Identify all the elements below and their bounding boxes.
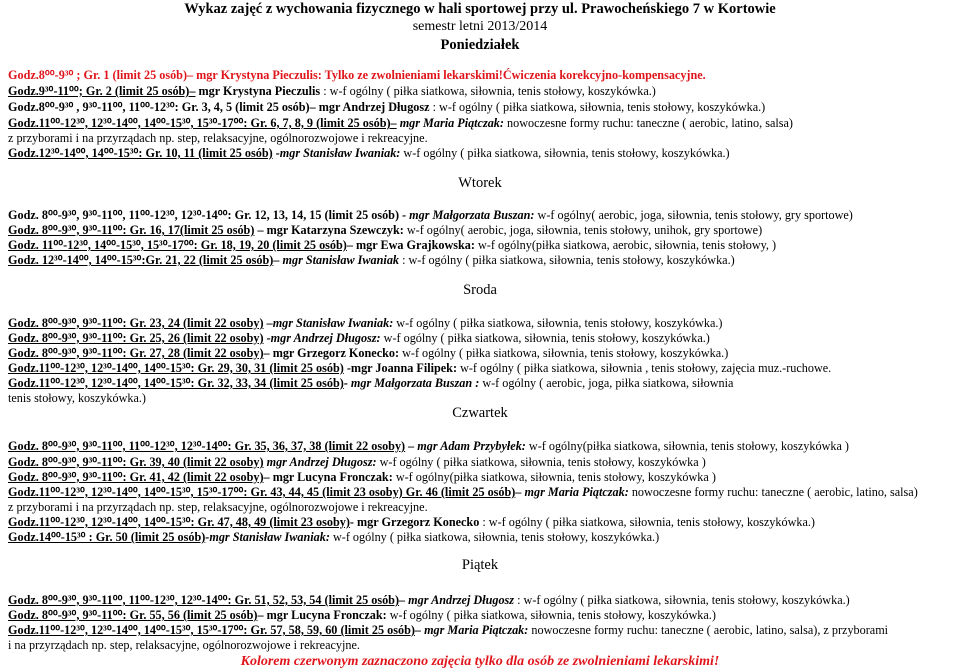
semester-subtitle: semestr letni 2013/2014	[412, 19, 548, 34]
thursday-row-1-desc: w-f ogólny(piłka siatkowa, siłownia, tenis stołowy, koszykówka )	[525, 439, 849, 453]
monday-row-2-desc: : w-f ogólny ( piłka siatkowa, siłownia, tenis stołowy, koszykówka.)	[320, 84, 656, 98]
wednesday-row-2-time: Godz. 8⁰⁰-9³⁰, 9³⁰-11⁰⁰: Gr. 25, 26 (limit 22 osoby)	[8, 331, 264, 345]
tuesday-row-2	[8, 223, 954, 237]
day-heading-monday: Poniedziałek	[440, 37, 520, 53]
wednesday-row-1-teacher: –mgr Stanisław Iwaniak:	[263, 316, 394, 330]
tuesday-row-1	[8, 208, 954, 222]
thursday-row-2-teacher: mgr Andrzej Długosz:	[263, 455, 377, 469]
thursday-row-3-teacher: – mgr Lucyna Fronczak:	[263, 470, 393, 484]
monday-row-1	[8, 68, 954, 82]
tuesday-row-1-teacher: - mgr Małgorzata Buszan:	[399, 208, 535, 222]
friday-row-3-time: Godz.11⁰⁰-12³⁰, 12³⁰-14⁰⁰, 14⁰⁰-15³⁰, 15³⁰-17⁰⁰: Gr. 57, 58, 59, 60 (limit 25 osób)	[8, 623, 415, 637]
thursday-row-6-time: Godz.14⁰⁰-15³⁰ : Gr. 50 (limit 25 osób)	[8, 530, 206, 544]
thursday-row-4-continuation: z przyborami i na przyrządach np. step, relaksacyjne, ogólnorozwojowe i rekreacyjne.	[8, 500, 428, 514]
thursday-row-5-teacher: - mgr Grzegorz Konecko	[349, 515, 480, 529]
wednesday-row-2	[8, 331, 954, 345]
wednesday-row-1-time: Godz. 8⁰⁰-9³⁰, 9³⁰-11⁰⁰: Gr. 23, 24 (limit 22 osoby)	[8, 316, 264, 330]
tuesday-row-2-desc: w-f ogólny( aerobic, joga, siłownia, tenis stołowy, unihok, gry sportowe)	[403, 223, 763, 237]
monday-row-4-time: Godz.11⁰⁰-12³⁰, 12³⁰-14⁰⁰, 14⁰⁰-15³⁰, 15³⁰-17⁰⁰: Gr. 6, 7, 8, 9 (limit 25 osób)–	[8, 116, 397, 130]
wednesday-row-4	[8, 361, 954, 375]
thursday-row-1-time: Godz. 8⁰⁰-9³⁰, 9³⁰-11⁰⁰, 11⁰⁰-12³⁰, 12³⁰-14⁰⁰: Gr. 35, 36, 37, 38 (limit 22 osoby)	[8, 439, 406, 453]
friday-row-2-teacher: – mgr Lucyna Fronczak:	[257, 608, 387, 622]
monday-row-2-time: Godz.9³⁰-11⁰⁰; Gr. 2 (limit 25 osób)–	[8, 84, 196, 98]
thursday-row-5-time: Godz.11⁰⁰-12³⁰, 12³⁰-14⁰⁰, 14⁰⁰-15³⁰: Gr. 47, 48, 49 (limit 23 osoby)	[8, 515, 350, 529]
wednesday-row-1-desc: w-f ogólny ( piłka siatkowa, siłownia, tenis stołowy, koszykówka.)	[393, 316, 723, 330]
friday-row-3-desc: nowoczesne formy ruchu: taneczne ( aerobic, latino, salsa), z przyborami	[528, 623, 889, 637]
tuesday-row-4	[8, 253, 954, 267]
day-heading-friday: Piątek	[461, 558, 499, 572]
tuesday-row-3-desc: w-f ogólny(piłka siatkowa, aerobic, siłownia, tenis stołowy, )	[474, 238, 777, 252]
thursday-row-4-time: Godz.11⁰⁰-12³⁰, 12³⁰-14⁰⁰, 14⁰⁰-15³⁰, 15³⁰-17⁰⁰: Gr. 43, 44, 45 (limit 23 osoby) Gr. 46 (limit 25 osób)	[8, 485, 516, 499]
monday-row-4-teacher: mgr Maria Piątczak:	[396, 116, 504, 130]
friday-row-3-teacher: – mgr Maria Piątczak:	[414, 623, 529, 637]
friday-row-3	[8, 623, 954, 637]
friday-row-2-time: Godz. 8⁰⁰-9³⁰, 9³⁰-11⁰⁰: Gr. 55, 56 (limit 25 osób)	[8, 608, 258, 622]
wednesday-row-4-time: Godz.11⁰⁰-12³⁰, 12³⁰-14⁰⁰, 14⁰⁰-15³⁰: Gr. 29, 30, 31 (limit 25 osób)	[8, 361, 344, 375]
friday-row-1-time: Godz. 8⁰⁰-9³⁰, 9³⁰-11⁰⁰, 11⁰⁰-12³⁰, 12³⁰-14⁰⁰: Gr. 51, 52, 53, 54 (limit 25 osób)	[8, 593, 400, 607]
friday-row-1	[8, 593, 954, 607]
wednesday-row-5-continuation: tenis stołowy, koszykówka.)	[8, 391, 146, 405]
thursday-row-6-desc: w-f ogólny ( piłka siatkowa, siłownia, tenis stołowy, koszykówka.)	[329, 530, 660, 544]
page-title: Wykaz zajęć z wychowania fizycznego w hali sportowej przy ul. Prawocheńskiego 7 w Kortowie	[184, 1, 776, 17]
monday-row-3-desc: : w-f ogólny ( piłka siatkowa, siłownia, tenis stołowy, koszykówka.)	[429, 100, 766, 114]
thursday-row-2-desc: w-f ogólny ( piłka siatkowa, siłownia, tenis stołowy, koszykówka )	[376, 455, 706, 469]
thursday-row-4	[8, 485, 954, 499]
tuesday-row-2-teacher: – mgr Katarzyna Szewczyk:	[254, 223, 404, 237]
tuesday-row-3-time: Godz. 11⁰⁰-12³⁰, 14⁰⁰-15³⁰, 15³⁰-17⁰⁰: Gr. 18, 19, 20 (limit 25 osób)	[8, 238, 347, 252]
thursday-row-4-teacher: – mgr Maria Piątczak:	[515, 485, 629, 499]
thursday-row-3	[8, 470, 954, 484]
tuesday-row-4-desc: : w-f ogólny ( piłka siatkowa, siłownia, tenis stołowy, koszykówka.)	[399, 253, 735, 267]
wednesday-row-3-teacher: – mgr Grzegorz Konecko:	[263, 346, 400, 360]
monday-row-3-teacher: mgr Andrzej Długosz	[315, 100, 430, 114]
wednesday-row-5-desc: w-f ogólny ( aerobic, joga, piłka siatkowa, siłownia	[479, 376, 734, 390]
wednesday-row-4-desc: w-f ogólny ( piłka siatkowa, siłownia , tenis stołowy, zajęcia muz.-ruchowe.	[457, 361, 832, 375]
wednesday-row-5-time: Godz.11⁰⁰-12³⁰, 12³⁰-14⁰⁰, 14⁰⁰-15³⁰: Gr. 32, 33, 34 (limit 25 osób)	[8, 376, 344, 390]
thursday-row-3-time: Godz. 8⁰⁰-9³⁰, 9³⁰-11⁰⁰: Gr. 41, 42 (limit 22 osoby)	[8, 470, 264, 484]
monday-row-5-time: Godz.12³⁰-14⁰⁰, 14⁰⁰-15³⁰: Gr. 10, 11 (limit 25 osób)	[8, 146, 273, 160]
wednesday-row-5-teacher: - mgr Małgorzata Buszan :	[343, 376, 480, 390]
day-heading-tuesday: Wtorek	[458, 176, 502, 190]
friday-row-2	[8, 608, 954, 622]
wednesday-row-5	[8, 376, 954, 390]
friday-row-1-teacher: – mgr Andrzej Długosz	[399, 593, 515, 607]
wednesday-row-3-desc: w-f ogólny ( piłka siatkowa, siłownia, tenis stołowy, koszykówka.)	[399, 346, 729, 360]
monday-row-4-desc: nowoczesne formy ruchu: taneczne ( aerobic, latino, salsa)	[503, 116, 793, 130]
wednesday-row-2-desc: w-f ogólny ( piłka siatkowa, siłownia, tenis stołowy, koszykówka.)	[380, 331, 710, 345]
tuesday-row-3-teacher: – mgr Ewa Grajkowska:	[346, 238, 475, 252]
thursday-row-2	[8, 455, 954, 469]
wednesday-row-4-teacher: -mgr Joanna Filipek:	[343, 361, 458, 375]
tuesday-row-3	[8, 238, 954, 252]
monday-row-5-teacher: -mgr Stanisław Iwaniak:	[272, 146, 401, 160]
wednesday-row-2-teacher: -mgr Andrzej Długosz:	[263, 331, 381, 345]
thursday-row-6-teacher: -mgr Stanisław Iwaniak:	[205, 530, 330, 544]
thursday-row-4-desc: nowoczesne formy ruchu: taneczne ( aerobic, latino, salsa)	[628, 485, 918, 499]
friday-row-3-continuation: i na przyrządach np. step, relaksacyjne, ogólnorozwojowe i rekreacyjne.	[8, 638, 360, 652]
day-heading-thursday: Czwartek	[452, 406, 508, 420]
thursday-row-2-time: Godz. 8⁰⁰-9³⁰, 9³⁰-11⁰⁰: Gr. 39, 40 (limit 22 osoby)	[8, 455, 264, 469]
day-heading-wednesday: Środa	[463, 283, 497, 297]
friday-row-1-desc: : w-f ogólny ( piłka siatkowa, siłownia, tenis stołowy, koszykówka.)	[514, 593, 850, 607]
thursday-row-1	[8, 439, 954, 453]
monday-row-4-continuation: z przyborami i na przyrządach np. step, relaksacyjne, ogólnorozwojowe i rekreacyjne.	[8, 131, 428, 145]
monday-row-3	[8, 100, 954, 114]
thursday-row-3-desc: w-f ogólny(piłka siatkowa, siłownia, tenis stołowy, koszykówka )	[392, 470, 716, 484]
friday-row-2-desc: w-f ogólny ( piłka siatkowa, siłownia, tenis stołowy, koszykówka.)	[386, 608, 716, 622]
tuesday-row-4-teacher: – mgr Stanisław Iwaniak	[273, 253, 400, 267]
tuesday-row-1-desc: w-f ogólny( aerobic, joga, siłownia, tenis stołowy, gry sportowe)	[534, 208, 853, 222]
wednesday-row-3-time: Godz. 8⁰⁰-9³⁰, 9³⁰-11⁰⁰: Gr. 27, 28 (limit 22 osoby)	[8, 346, 264, 360]
footer-note: Kolorem czerwonym zaznaczono zajęcia tylko dla osób ze zwolnieniami lekarskimi!	[240, 654, 720, 669]
thursday-row-6	[8, 530, 954, 544]
monday-row-3-time: Godz.8⁰⁰-9³⁰ , 9³⁰-11⁰⁰, 11⁰⁰-12³⁰: Gr. 3, 4, 5 (limit 25 osób)–	[8, 100, 316, 114]
tuesday-row-4-time: Godz. 12³⁰-14⁰⁰, 14⁰⁰-15³⁰:Gr. 21, 22 (limit 25 osób)	[8, 253, 274, 267]
tuesday-row-1-time: Godz. 8⁰⁰-9³⁰, 9³⁰-11⁰⁰, 11⁰⁰-12³⁰, 12³⁰-14⁰⁰: Gr. 12, 13, 14, 15 (limit 25 osób)	[8, 208, 400, 222]
wednesday-row-1	[8, 316, 954, 330]
thursday-row-5	[8, 515, 954, 529]
tuesday-row-2-time: Godz. 8⁰⁰-9³⁰, 9³⁰-11⁰⁰: Gr. 16, 17(limit 25 osób)	[8, 223, 255, 237]
wednesday-row-3	[8, 346, 954, 360]
monday-row-4	[8, 116, 954, 130]
monday-row-5	[8, 146, 954, 160]
monday-row-1-text: Godz.8⁰⁰-9³⁰ ; Gr. 1 (limit 25 osób)– mgr Krystyna Pieczulis: Tylko ze zwolnieniami lekarskimi!Ćwiczenia korekcyjno-kompensacyjne.	[8, 68, 706, 82]
monday-row-2-teacher: mgr Krystyna Pieczulis	[195, 84, 321, 98]
monday-row-5-desc: w-f ogólny ( piłka siatkowa, siłownia, tenis stołowy, koszykówka.)	[400, 146, 730, 160]
thursday-row-1-teacher: – mgr Adam Przybyłek:	[405, 439, 526, 453]
monday-row-2	[8, 84, 954, 98]
thursday-row-5-desc: : w-f ogólny ( piłka siatkowa, siłownia, tenis stołowy, koszykówka.)	[479, 515, 815, 529]
